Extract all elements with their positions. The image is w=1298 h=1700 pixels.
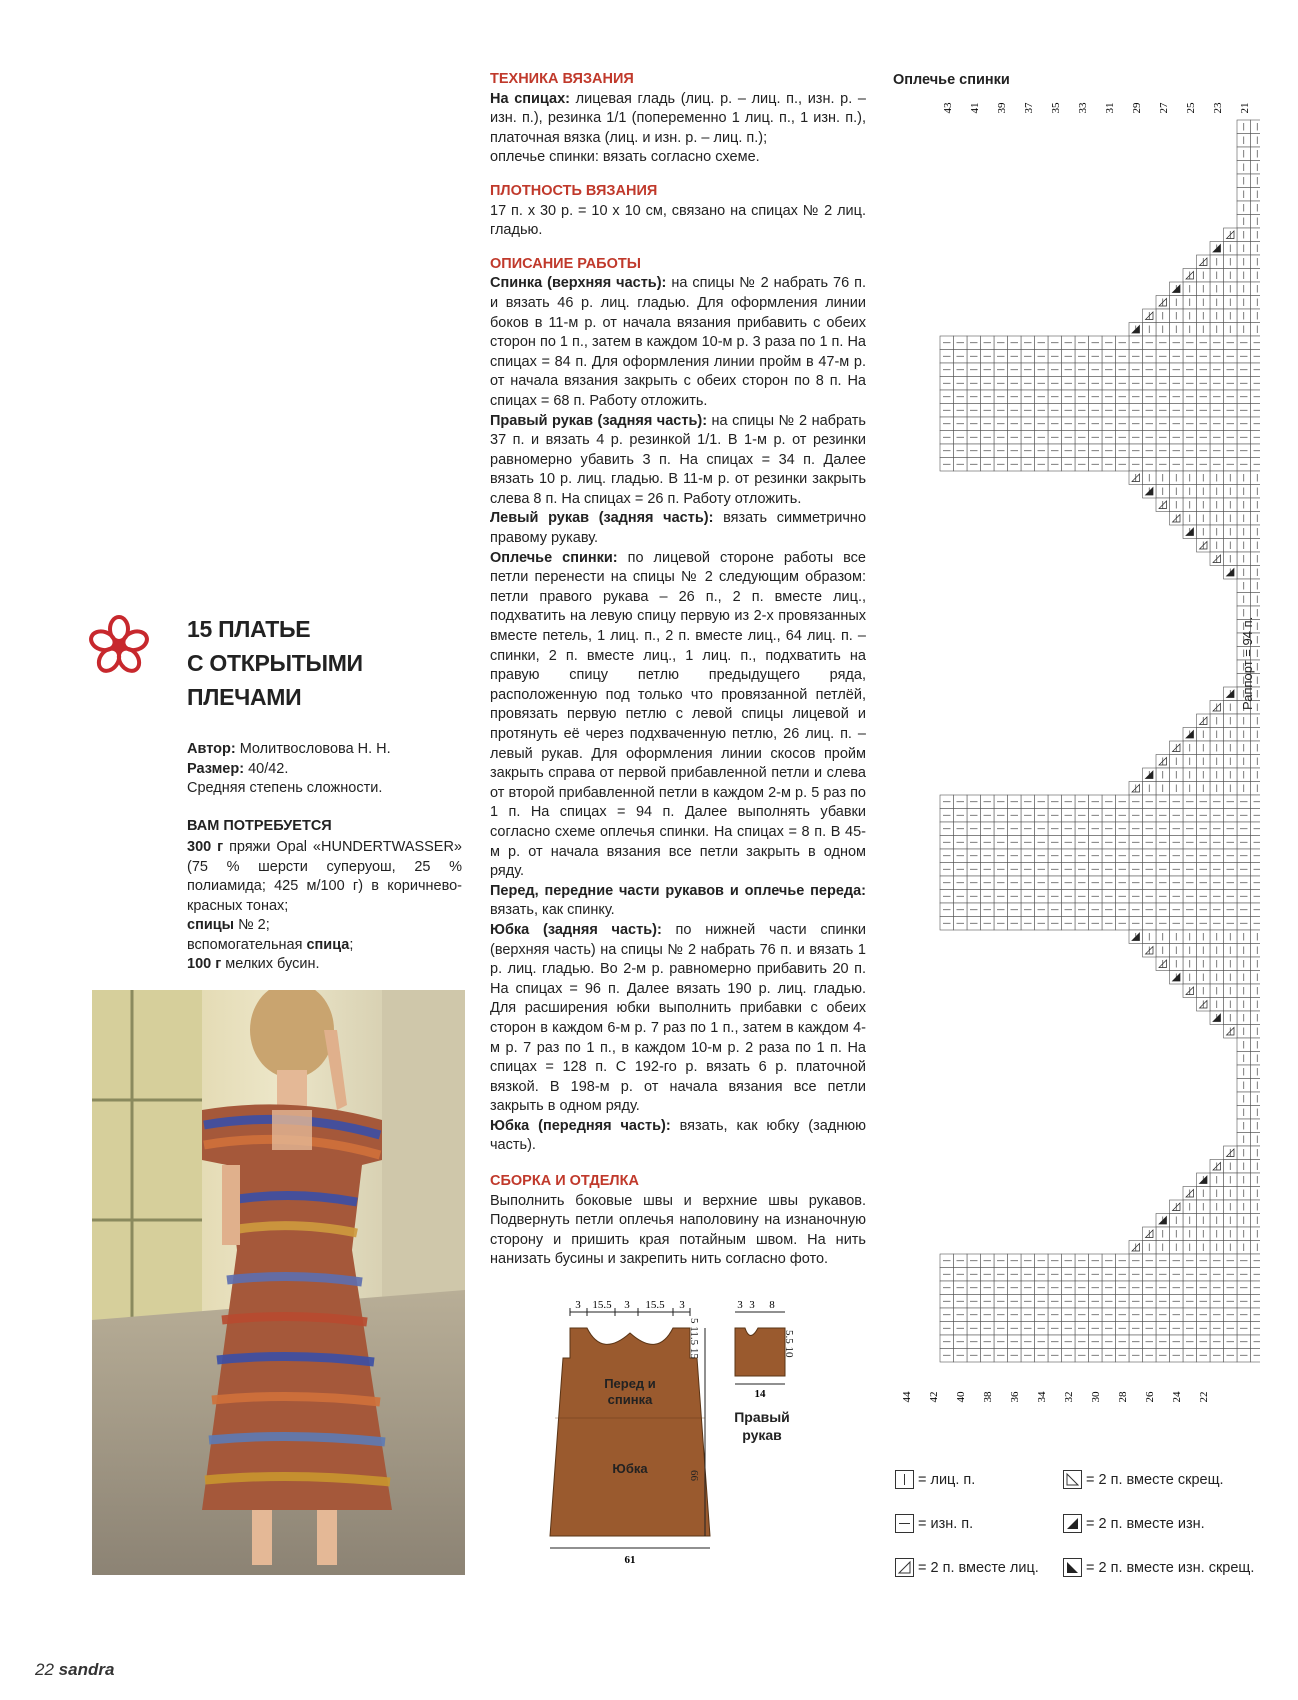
yarn-text: пряжи Opal «HUNDERTWASSER» (75 % шерсти суперуош, 25 % полиамида; 425 м/100 г) в коричнево-красных тонах; (187, 839, 462, 914)
row-label-top: 33 (1076, 102, 1089, 114)
repeat-label: Раппорт = 94 п. (1240, 616, 1255, 710)
chart-cell (1251, 485, 1261, 499)
gauge-text: 17 п. х 30 р. = 10 х 10 см, связано на спицах № 2 лиц. гладью. (490, 202, 866, 239)
sleeve-dim-3: 8 (769, 1299, 775, 1311)
chart-cell (1251, 1187, 1261, 1201)
chart-cell (1251, 1052, 1261, 1066)
chart-cell (1251, 323, 1261, 337)
yoke-text: по лицевой стороне работы все петли перенести на спицы № 2 следующим образом: петли правого рукава – 26 п., 2 п. вместе лиц., подхватить на левую спицу первую из 2-х провязанных вместе петель, 1 лиц. п., 2 п. вместе лиц., 64 лиц. п. – спинки, 2 п. вместе лиц., 1 лиц. п., подхватить на правую спицу петлю предыдущего ряда, расположенную под только что провязанной петлёй, провязать первую петлю с левой спицы лицевой и протянуть её через подхваченную петлю, 26 лиц. п. – левый рукав. Для оформления линии скосов пройм закрыть справа от первой прибавленной петли и слева от второй прибавленной петли в каждом 2-м р. 5 раз по 1 п. На спицах = 94 п. Далее выполнять убавки согласно схеме оплечья спинки. На спицах = 8 п. В 45-м р. от начала вязания все петли закрыть в одном ряду. (490, 549, 866, 880)
instructions-column (490, 70, 866, 1270)
requirements-heading: ВАМ ПОТРЕБУЕТСЯ (187, 818, 332, 834)
sleeve-side-2: 10 (783, 1346, 795, 1358)
legend-knit-text: = лиц. п. (918, 1471, 976, 1488)
chart-cell (1251, 269, 1261, 283)
chart-cell (1251, 242, 1261, 256)
chart-cell (1251, 201, 1261, 215)
chart-cell (1251, 755, 1261, 769)
legend-ssk (1063, 1470, 1224, 1489)
ssk-symbol-icon (1063, 1470, 1082, 1489)
chart-cell (1251, 930, 1261, 944)
skirt-front-text: вязать, как юбку (заднюю часть). (490, 1117, 867, 1154)
row-label-bottom: 28 (1117, 1391, 1129, 1403)
dim-top-3: 3 (624, 1299, 630, 1311)
label-skirt: Юбка (612, 1461, 648, 1476)
dim-side-1: 5 (688, 1318, 700, 1324)
chart-cell (1251, 552, 1261, 566)
skirt-front-label: Юбка (передняя часть): (490, 1117, 671, 1134)
chart-cell (1251, 134, 1261, 148)
dim-side-4: 66 (688, 1470, 700, 1481)
pattern-number: 15 (187, 616, 212, 642)
chart-cell (1251, 1241, 1261, 1255)
row-label-bottom: 42 (928, 1391, 940, 1403)
chart-cell (1251, 1200, 1261, 1214)
row-label-top: 43 (941, 102, 954, 114)
row-label-bottom: 26 (1144, 1391, 1156, 1403)
pattern-title (187, 612, 363, 714)
row-label-top: 27 (1157, 102, 1170, 114)
chart-cell (1251, 1214, 1261, 1228)
sleeve-dim-bottom: 14 (754, 1388, 766, 1398)
chart-title: Оплечье спинки (893, 72, 1010, 88)
needles-text: № 2; (234, 917, 270, 933)
label-front-back-1: Перед и (604, 1376, 656, 1391)
chart-cell (1251, 1092, 1261, 1106)
legend-p2tog-tbl-text: = 2 п. вместе изн. скрещ. (1086, 1559, 1255, 1576)
sleeve-dim-1: 3 (737, 1299, 743, 1311)
dim-side-3: 15 (688, 1347, 700, 1359)
row-label-bottom: 36 (1009, 1391, 1021, 1403)
dress-photo (92, 990, 465, 1575)
chart-cell (1251, 525, 1261, 539)
legend-p2tog (1063, 1514, 1205, 1533)
chart-cell (1251, 120, 1261, 134)
size-label: Размер: (187, 760, 245, 777)
chart-cell (1251, 471, 1261, 485)
sleeve-side-1: 5.5 (783, 1330, 795, 1344)
technique-heading: ТЕХНИКА ВЯЗАНИЯ (490, 71, 634, 87)
right-sleeve-text: на спицы № 2 набрать 37 п. и вязать 4 р. резинкой 1/1. В 1-м р. от резинки равномерно убавить 3 п. На спицах = 34 п. Далее вязать 10 р. лиц. гладью. В 11-м р. от резинки закрыть слева 8 п. На спицах = 26 п. Работу отложить. (490, 412, 866, 507)
row-label-top: 41 (968, 102, 981, 114)
chart-cell (1251, 498, 1261, 512)
technique-label: На спицах: (490, 90, 570, 107)
row-label-bottom: 24 (1171, 1391, 1183, 1403)
chart-cell (1251, 309, 1261, 323)
chart-cell (1251, 1079, 1261, 1093)
chart-cell (1251, 174, 1261, 188)
sleeve-label-2: рукав (742, 1427, 782, 1443)
description-heading: ОПИСАНИЕ РАБОТЫ (490, 255, 641, 272)
chart-cell (1251, 728, 1261, 742)
chart-cell (1251, 161, 1261, 175)
chart-cell (1251, 1065, 1261, 1079)
yoke-chart (880, 90, 1260, 1470)
row-label-bottom: 22 (1198, 1391, 1210, 1403)
purl-symbol-icon (895, 1514, 914, 1533)
chart-cell (1251, 593, 1261, 607)
row-label-top: 29 (1130, 102, 1143, 114)
page-footer (35, 1660, 114, 1680)
chart-cell (1251, 188, 1261, 202)
chart-cell (1251, 998, 1261, 1012)
chart-cell (1251, 1173, 1261, 1187)
yarn-amount: 300 г (187, 839, 224, 855)
gauge-heading: ПЛОТНОСТЬ ВЯЗАНИЯ (490, 182, 658, 199)
title-line-1: ПЛАТЬЕ (218, 616, 311, 642)
page-number: 22 (35, 1660, 54, 1679)
aux-text: вспомогательная (187, 936, 307, 953)
dim-top-1: 3 (575, 1299, 581, 1311)
chart-cell (1251, 782, 1261, 796)
chart-cell (1251, 1011, 1261, 1025)
chart-cell (1251, 579, 1261, 593)
front-label: Перед, передние части рукавов и оплечье переда: (490, 882, 866, 899)
legend-purl-text: = изн. п. (918, 1515, 974, 1532)
chart-cell (1251, 768, 1261, 782)
chart-cell (1251, 282, 1261, 296)
row-label-top: 23 (1211, 102, 1224, 114)
chart-cell (1251, 984, 1261, 998)
magazine-name: sandra (58, 1660, 115, 1679)
requirements-list (187, 838, 462, 975)
chart-cell (1251, 1227, 1261, 1241)
author-label: Автор: (187, 741, 236, 757)
sleeve-dim-2: 3 (749, 1299, 755, 1311)
dim-top-2: 15.5 (592, 1299, 612, 1311)
back-text: на спицы № 2 набрать 76 п. и вязать 46 р. лиц. гладью. Для оформления линии боков в 11-м р. от начала вязания прибавить с обеих сторон по 1 п., затем в каждом 10-м р. 3 раза по 1 п. На спицах = 84 п. Для оформления линии пройм в 47-м р. от начала вязания закрыть с обеих сторон по 8 п. На спицах = 68 п. Работу отложить. (490, 275, 866, 409)
right-sleeve-label: Правый рукав (задняя часть): (490, 412, 708, 429)
difficulty: Средняя степень сложности. (187, 780, 383, 796)
legend-k2tog (895, 1558, 1039, 1577)
left-sleeve-text: вязать симметрично правому рукаву. (490, 510, 867, 547)
chart-cell (1251, 147, 1261, 161)
beads-amount: 100 г (187, 956, 222, 972)
legend-p2tog-text: = 2 п. вместе изн. (1086, 1515, 1205, 1532)
beads-text: мелких бусин. (221, 956, 320, 972)
front-text: вязать, как спинку. (490, 902, 615, 919)
title-line-2: С ОТКРЫТЫМИ (187, 650, 363, 676)
row-label-top: 25 (1184, 102, 1197, 114)
aux-end: ; (349, 936, 354, 953)
row-label-top: 39 (995, 102, 1008, 114)
size: 40/42. (248, 760, 289, 777)
p2tog-symbol-icon (1063, 1514, 1082, 1533)
sleeve-side-dims (783, 1330, 795, 1358)
row-label-bottom: 32 (1063, 1391, 1075, 1403)
skirt-back-text: по нижней части спинки (верхняя часть) на спицы № 2 набрать 76 п. и вязать 1 р. лиц. гладью. Во 2-м р. равномерно прибавить 20 п. На спицах = 96 п. Далее вязать 190 р. лиц. гладью. Для расширения юбки выполнить прибавки с обеих сторон в каждом 6-м р. 7 раз по 1 п., затем в каждом 4-м р. 7 раз по 1 п., в каждом 10-м р. 2 раза по 1 п. На спицах = 128 п. С 192-го р. вязать 6 р. платочной вязкой. В 198-м р. от начала вязания все петли закрыть в одном ряду. (490, 921, 866, 1115)
technique-text: лицевая гладь (лиц. р. – лиц. п., изн. р. – изн. п.), резинка 1/1 (попеременно 1 лиц. п., 1 изн. п.), платочная вязка (лиц. и изн. р. – лиц. п.); (490, 90, 866, 146)
chart-cell (1251, 1119, 1261, 1133)
chart-cell (1251, 215, 1261, 229)
aux-label: спица (306, 936, 350, 953)
row-label-bottom: 34 (1036, 1391, 1048, 1403)
legend-k2tog-text: = 2 п. вместе лиц. (918, 1559, 1039, 1576)
chart-cell (1251, 1146, 1261, 1160)
flower-logo-icon (88, 615, 150, 677)
knit-symbol-icon (895, 1470, 914, 1489)
row-label-top: 21 (1238, 102, 1251, 114)
assembly-heading: СБОРКА И ОТДЕЛКА (490, 1173, 639, 1190)
chart-cell (1251, 944, 1261, 958)
row-label-bottom: 38 (982, 1391, 994, 1403)
dim-bottom: 61 (624, 1554, 636, 1566)
back-label: Спинка (верхняя часть): (490, 275, 667, 292)
chart-cell (1251, 566, 1261, 580)
label-front-back-2: спинка (607, 1392, 653, 1407)
dim-side-2: 11.5 (688, 1326, 700, 1346)
chart-cell (1251, 1025, 1261, 1039)
chart-cell (1251, 539, 1261, 553)
technique-text-2: оплечье спинки: вязать согласно схеме. (490, 149, 760, 166)
row-label-bottom: 44 (901, 1391, 913, 1403)
sleeve-label-1: Правый (734, 1409, 790, 1425)
chart-cell (1251, 1038, 1261, 1052)
chart-cell (1251, 228, 1261, 242)
assembly-text: Выполнить боковые швы и верхние швы рукавов. Подвернуть петли оплечья наполовину на изнаночную сторону и пришить края потайным швом. На нить нанизать бусины и закрепить нить согласно фото. (490, 1192, 866, 1268)
p2tog-tbl-symbol-icon (1063, 1558, 1082, 1577)
legend-knit (895, 1470, 975, 1489)
left-sleeve-label: Левый рукав (задняя часть): (490, 510, 714, 527)
k2tog-symbol-icon (895, 1558, 914, 1577)
chart-cell (1251, 1133, 1261, 1147)
yoke-label: Оплечье спинки: (490, 549, 618, 566)
legend-p2tog-tbl (1063, 1558, 1254, 1577)
needles-label: спицы (187, 917, 235, 933)
author: Молитвословова Н. Н. (239, 741, 391, 757)
chart-cell (1251, 741, 1261, 755)
chart-cell (1251, 255, 1261, 269)
pattern-meta (187, 740, 472, 799)
row-label-top: 37 (1022, 102, 1035, 114)
row-label-bottom: 40 (955, 1391, 967, 1403)
chart-cell (1251, 1160, 1261, 1174)
chart-cell (1251, 296, 1261, 310)
dim-top-5: 3 (679, 1299, 685, 1311)
title-line-3: ПЛЕЧАМИ (187, 684, 302, 710)
row-label-top: 31 (1103, 102, 1116, 114)
chart-legend (895, 1470, 1275, 1590)
skirt-back-label: Юбка (задняя часть): (490, 921, 662, 938)
chart-cell (1251, 971, 1261, 985)
chart-cell (1251, 512, 1261, 526)
chart-cell (1251, 1106, 1261, 1120)
dim-top-4: 15.5 (645, 1299, 665, 1311)
row-label-top: 35 (1049, 102, 1062, 114)
sleeve-label (722, 1408, 802, 1444)
chart-cell (1251, 714, 1261, 728)
row-label-bottom: 30 (1090, 1391, 1102, 1403)
legend-ssk-text: = 2 п. вместе скрещ. (1086, 1471, 1224, 1488)
legend-purl (895, 1514, 973, 1533)
chart-cell (1251, 957, 1261, 971)
